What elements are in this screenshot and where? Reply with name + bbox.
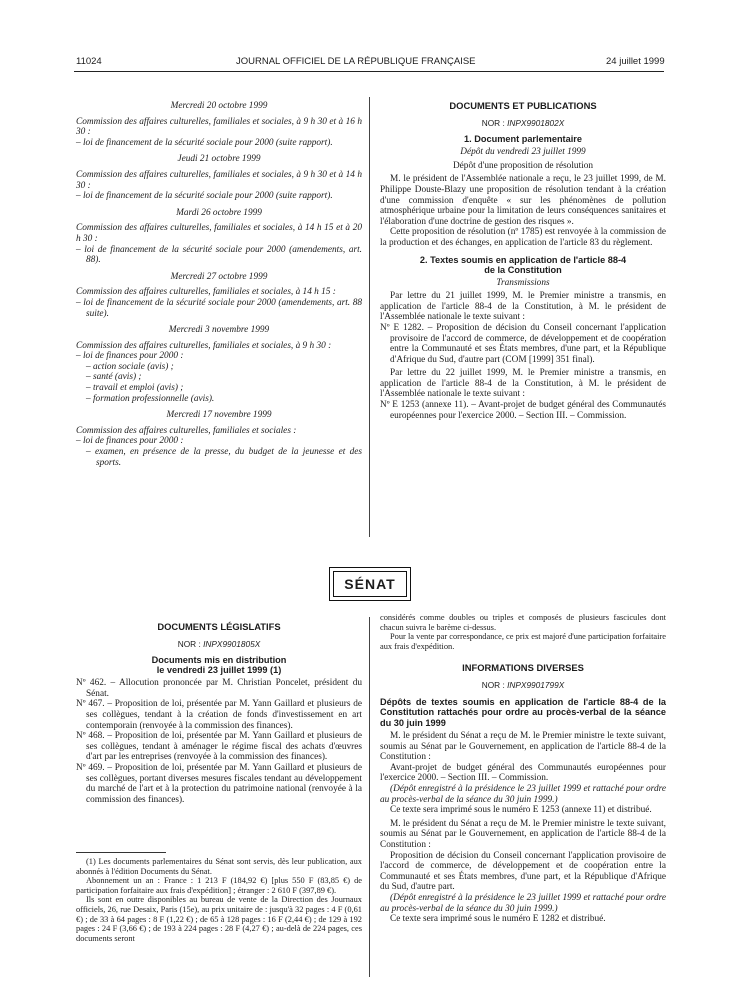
paragraph: Ce texte sera imprimé sous le numéro E 1253 (annexe 11) et distribué. (390, 805, 652, 816)
session-item: – loi de financement de la sécurité sociale pour 2000 (suite rapport). (76, 137, 333, 148)
header-rule (74, 71, 664, 72)
informations-diverses-column (380, 613, 666, 925)
journal-title: JOURNAL OFFICIEL DE LA RÉPUBLIQUE FRANÇAISE (236, 56, 476, 67)
column-divider-top (369, 97, 370, 537)
session-subitem: – santé (avis) ; (86, 372, 142, 383)
column-divider-bottom (369, 617, 370, 977)
section-title: INFORMATIONS DIVERSES (462, 662, 584, 674)
distribution-title-cont: le vendredi 23 juillet 1999 (1) (156, 665, 282, 676)
session-commission: Commission des affaires culturelles, familiales et sociales, à 14 h 15 : (76, 287, 336, 298)
paragraph: M. le président du Sénat a reçu de M. le Premier ministre le texte suivant, soumis au Sénat par le Gouvernement, en application de l'article 88-4 de la Constitution : (380, 818, 666, 850)
session-commission: Commission des affaires culturelles, familiales et sociales, à 9 h 30 : (76, 340, 332, 351)
footnote-continuation: considérés comme doubles ou triples et composés de plusieurs fascicules dont chacun suivra le barème ci-dessus. (380, 613, 666, 632)
transmissions-label: Transmissions (496, 277, 550, 288)
commission-schedule (76, 101, 362, 468)
footnote-line: Ils sont en outre disponibles au bureau de vente de la Direction des Journaux officiels, 26, rue Desaix, Paris (15e), au prix unitaire de : jusqu'à 32 pages : 4 F (0,61 €) ; de 33 à 64 pages : 8 F (1,22 €) ; de 65 à 128 pages : 16 F (2,44 €) ; de 129 à 192 pages : 24 F (3,66 €) ; de 193 à 224 pages : 28 F (4,27 €) ; au-delà de 224 pages, ces documents seront (76, 895, 362, 943)
subsection-heading-cont: de la Constitution (484, 264, 562, 275)
session-item: – loi de financement de la sécurité sociale pour 2000 (amendements, art. 88 suite). (76, 297, 362, 319)
nor-reference: NOR : INPX9901799X (481, 679, 565, 690)
deposit-heading: Dépôts de textes soumis en application de l'article 88-4 de la Constitution rattachés pour ordre au procès-verbal de la séance du 30 juin 1999 (380, 696, 666, 728)
senat-heading-box (329, 567, 411, 601)
session-4 (76, 272, 362, 319)
documents-publications-section (380, 101, 666, 421)
session-commission: Commission des affaires culturelles, familiales et sociales : (76, 425, 297, 436)
session-item: – loi de financement de la sécurité sociale pour 2000 (amendements, art. 88). (76, 244, 362, 266)
paragraph: Proposition de décision du Conseil concernant l'application provisoire de l'accord de commerce, de développement et de coopération entre la Communauté et ses États membres, d'une part, et la République d'Afrique du Sud, d'autre part. (380, 850, 666, 893)
footnote-line: (1) Les documents parlementaires du Sénat sont servis, dès leur publication, aux abonnés à l'édition Documents du Sénat. (76, 857, 362, 876)
paragraph: (Dépôt enregistré à la présidence le 23 juillet 1999 et rattaché pour ordre au procès-verbal de la séance du 30 juin 1999.) (380, 784, 666, 805)
footnote (76, 857, 362, 943)
nor-reference: NOR : INPX9901802X (481, 117, 565, 128)
session-date: Mercredi 27 octobre 1999 (170, 271, 268, 282)
session-commission: Commission des affaires culturelles, familiales et sociales, à 9 h 30 et à 14 h 30 : (76, 169, 362, 191)
session-date: Jeudi 21 octobre 1999 (177, 154, 261, 165)
session-subitem: – examen, en présence de la presse, du budget de la jeunesse et des sports. (86, 447, 362, 468)
session-2 (76, 154, 362, 201)
paragraph: Par lettre du 22 juillet 1999, M. le Premier ministre a transmis, en application de l'article 88-4 de la Constitution, à M. le président de l'Assemblée nationale le texte suivant : (380, 368, 666, 400)
session-commission: Commission des affaires culturelles, familiales et sociales, à 14 h 15 et à 20 h 30 : (76, 223, 362, 244)
footnote-continuation: Pour la vente par correspondance, ce prix est majoré d'une participation forfaitaire aux frais d'expédition. (380, 632, 666, 651)
session-date: Mercredi 17 novembre 1999 (166, 410, 272, 421)
session-date: Mercredi 20 octobre 1999 (170, 101, 268, 111)
session-1 (76, 101, 362, 148)
session-item: – loi de finances pour 2000 : (76, 436, 184, 447)
paragraph: (Dépôt enregistré à la présidence le 23 juillet 1999 et rattaché pour ordre au procès-verbal de la séance du 30 juin 1999.) (380, 892, 666, 914)
nor-reference: NOR : INPX9901805X (177, 638, 261, 649)
text-item: Nº E 1253 (annexe 11). – Avant-projet de budget général des Communautés européennes pour l'exercice 2000. – Section III. – Commission. (380, 400, 666, 421)
footnote-rule (76, 852, 166, 853)
session-date: Mercredi 3 novembre 1999 (168, 325, 270, 336)
senat-heading: SÉNAT (333, 571, 407, 597)
page-number: 11024 (76, 56, 102, 67)
paragraph: M. le président de l'Assemblée nationale a reçu, le 23 juillet 1999, de M. Philippe Douste-Blazy une proposition de résolution tendant à la création d'une commission d'enquête « sur les phénomènes de pollution atmosphérique urbaine pour la limitation de leurs conséquences sanitaires et l'élaboration d'une doctrine de gestion des risques ». (380, 174, 666, 227)
subsection-heading: 2. Textes soumis en application de l'article 88-4 (419, 254, 627, 265)
document-item: Nº 468. – Proposition de loi, présentée par M. Yann Gaillard et plusieurs de ses collègues, tendant à aménager le régime fiscal des achats d'œuvres d'art par les entreprises (renvoyée à la commission des finances). (76, 731, 362, 763)
session-subitem: – travail et emploi (avis) ; (86, 383, 184, 394)
paragraph: Ce texte sera imprimé sous le numéro E 1282 et distribué. (390, 914, 606, 925)
depot-date: Dépôt du vendredi 23 juillet 1999 (460, 147, 586, 158)
session-item: – loi de finances pour 2000 : (76, 351, 184, 362)
session-date: Mardi 26 octobre 1999 (176, 207, 262, 218)
section-title: DOCUMENTS ET PUBLICATIONS (449, 100, 597, 111)
text-item: Nº E 1282. – Proposition de décision du Conseil concernant l'application provisoire de l'accord de commerce, de développement et de coopération entre la Communauté et ses États membres, d'une part, et la République d'Afrique du Sud, d'autre part (COM [1999] 351 final). (380, 322, 666, 365)
paragraph: M. le président du Sénat a reçu de M. le Premier ministre le texte suivant, soumis au Sénat par le Gouvernement, en application de l'article 88-4 de la Constitution : (380, 731, 666, 763)
depot-subtitle: Dépôt d'une proposition de résolution (452, 160, 594, 171)
header-date: 24 juillet 1999 (606, 56, 665, 67)
session-subitem: – formation professionnelle (avis). (86, 393, 215, 404)
footnote-line: Abonnement un an : France : 1 213 F (184,92 €) [plus 550 F (83,85 €) de participation forfaitaire aux frais d'expédition] ; étranger : 2 610 F (397,89 €). (76, 876, 362, 895)
section-title: DOCUMENTS LÉGISLATIFS (157, 621, 281, 632)
document-item: Nº 469. – Proposition de loi, présentée par M. Yann Gaillard et plusieurs de ses collègues, portant diverses mesures fiscales tendant au développement du marché de l'art et à la protection du patrimoine national (renvoyée à la commission des finances). (76, 762, 362, 805)
session-6 (76, 410, 362, 468)
session-subitem: – action sociale (avis) ; (86, 361, 174, 372)
paragraph: Cette proposition de résolution (nº 1785) est renvoyée à la commission de la production et des échanges, en application de l'article 83 du règlement. (380, 227, 666, 248)
document-item: Nº 462. – Allocution prononcée par M. Christian Poncelet, président du Sénat. (76, 678, 362, 699)
session-commission: Commission des affaires culturelles, familiales et sociales, à 9 h 30 et à 16 h 30 : (76, 116, 362, 138)
subsection-heading: 1. Document parlementaire (464, 134, 582, 145)
document-item: Nº 467. – Proposition de loi, présentée par M. Yann Gaillard et plusieurs de ses collègues, tendant à la création de fonds d'investissement en art contemporain (renvoyée à la commission des finances). (76, 699, 362, 731)
distribution-title: Documents mis en distribution (151, 655, 287, 666)
documents-legislatifs-section (76, 622, 362, 805)
session-3 (76, 208, 362, 266)
session-5 (76, 325, 362, 404)
session-item: – loi de financement de la sécurité sociale pour 2000 (suite rapport). (76, 191, 333, 202)
paragraph: Avant-projet de budget général des Communautés européennes pour l'exercice 2000. – Section III. – Commission. (380, 762, 666, 784)
paragraph: Par lettre du 21 juillet 1999, M. le Premier ministre a transmis, en application de l'article 88-4 de la Constitution, à M. le président de l'Assemblée nationale le texte suivant : (380, 291, 666, 323)
